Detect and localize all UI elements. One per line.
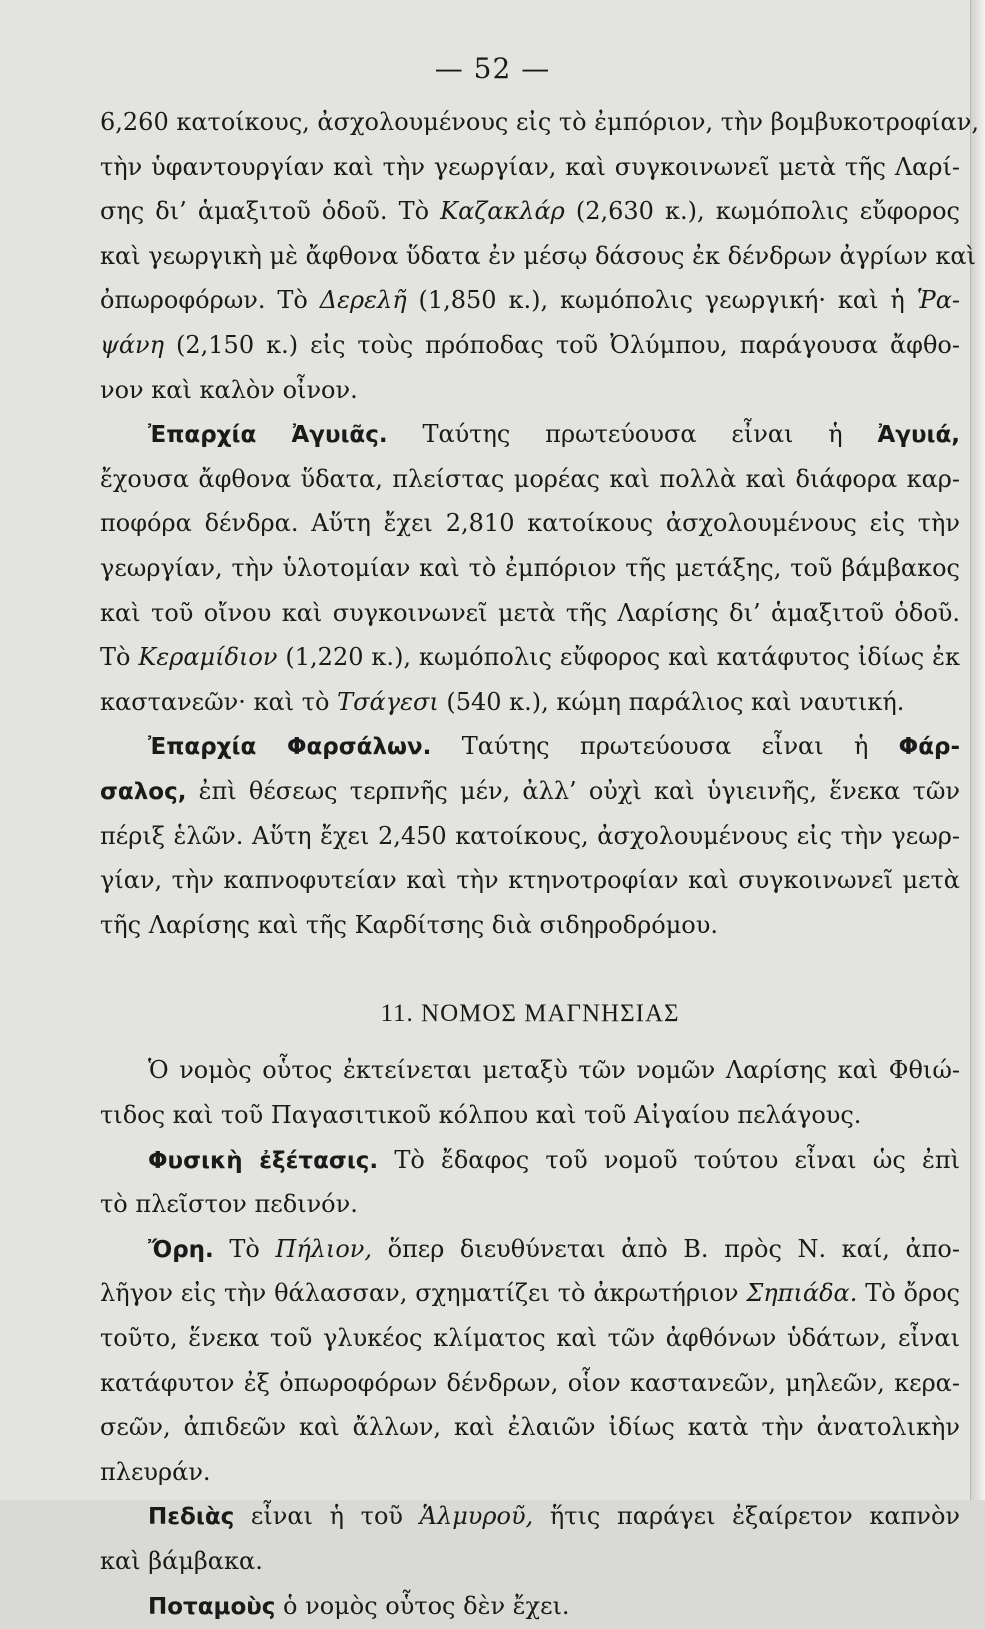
page-edge xyxy=(970,0,985,1500)
text-line: σης δι’ ἁμαξιτοῦ ὁδοῦ. Τὸ Καζακλάρ (2,630 κ.), κωμόπολις εὔφορος xyxy=(100,197,960,226)
text-line: τιδος καὶ τοῦ Παγασιτικοῦ κόλπου καὶ τοῦ Αἰγαίου πελάγους. xyxy=(100,1101,862,1130)
text-line: καὶ τοῦ οἴνου καὶ συγκοινωνεῖ μετὰ τῆς Λαρίσης δι’ ἁμαξιτοῦ ὁδοῦ. xyxy=(100,598,960,627)
section-province-farsala: Ἐπαρχία Φαρσάλων. Ταύτης πρωτεύουσα εἶναι ἡ Φάρ- xyxy=(148,732,961,761)
place-name: Φάρ- xyxy=(898,734,961,761)
section-heading: Ἐπαρχία Φαρσάλων. xyxy=(148,734,432,761)
section-heading: Ποταμοὺς xyxy=(148,1593,276,1620)
place-name: Ἁλμυροῦ, xyxy=(419,1502,534,1531)
text-line: ψάνη (2,150 κ.) εἰς τοὺς πρόποδας τοῦ Ὀλύμπου, παράγουσα ἄφθο- xyxy=(100,330,960,359)
place-name: Ῥα- xyxy=(916,286,961,315)
place-name: Πήλιον, xyxy=(275,1234,372,1263)
place-name: Δερελῆ xyxy=(319,286,407,315)
text-line: νον καὶ καλὸν οἶνον. xyxy=(100,375,358,404)
text-line: γίαν, τὴν καπνοφυτείαν καὶ τὴν κτηνοτροφίαν καὶ συγκοινωνεῖ μετὰ xyxy=(100,866,960,895)
section-plain: Πεδιὰς εἶναι ἡ τοῦ Ἁλμυροῦ, ἥτις παράγει ἐξαίρετον καπνὸν xyxy=(148,1502,960,1531)
place-name: Κεραμίδιον xyxy=(138,643,278,672)
section-heading: Ὄρη. xyxy=(148,1236,214,1263)
section-mountains: Ὄρη. Τὸ Πήλιον, ὅπερ διευθύνεται ἀπὸ Β. πρὸς Ν. καί, ἀπο- xyxy=(148,1234,960,1263)
text-line: γεωργίαν, τὴν ὑλοτομίαν καὶ τὸ ἐμπόριον τῆς μετάξης, τοῦ βάμβακος xyxy=(100,553,960,582)
text-line: πέριξ ἑλῶν. Αὕτη ἔχει 2,450 κατοίκους, ἀσχολουμένους εἰς τὴν γεωρ- xyxy=(100,821,960,850)
text-line: τὸ πλεῖστον πεδινόν. xyxy=(100,1190,358,1219)
text-line: λῆγον εἰς τὴν θάλασσαν, σχηματίζει τὸ ἀκρωτήριον Σηπιάδα. Τὸ ὄρος xyxy=(100,1279,960,1308)
section-heading: Πεδιὰς xyxy=(148,1504,235,1531)
text-line: τοῦτο, ἕνεκα τοῦ γλυκέος κλίματος καὶ τῶν ἀφθόνων ὑδάτων, εἶναι xyxy=(100,1324,960,1353)
place-name: Σηπιάδα. xyxy=(746,1279,858,1308)
text-line: καστανεῶν· καὶ τὸ Τσάγεσι (540 κ.), κώμη παράλιος καὶ ναυτική. xyxy=(100,687,905,716)
text-line: ὀπωροφόρων. Τὸ Δερελῆ (1,850 κ.), κωμόπολις γεωργική· καὶ ἡ Ῥα- xyxy=(100,286,961,315)
text-line: πλευράν. xyxy=(100,1457,211,1486)
page-number: — 52 — xyxy=(434,52,551,85)
text-line: καὶ γεωργικὴ μὲ ἄφθονα ὕδατα ἐν μέσῳ δάσους ἐκ δένδρων ἀγρίων καὶ xyxy=(100,241,976,270)
text-line: κατάφυτον ἐξ ὀπωροφόρων δένδρων, οἷον καστανεῶν, μηλεῶν, κερα- xyxy=(100,1368,960,1397)
place-name: Ἀγυιά, xyxy=(877,422,960,449)
section-heading: Φυσικὴ ἐξέτασις. xyxy=(148,1147,379,1174)
place-name: Τσάγεσι xyxy=(337,687,439,716)
section-province-agyia: Ἐπαρχία Ἀγυιᾶς. Ταύτης πρωτεύουσα εἶναι ἡ Ἀγυιά, xyxy=(148,420,960,449)
chapter-heading: 11. ΝΟΜΟΣ ΜΑΓΝΗΣΙΑΣ xyxy=(380,999,680,1027)
text-line: τῆς Λαρίσης καὶ τῆς Καρδίτσης διὰ σιδηροδρόμου. xyxy=(100,910,718,939)
text-line: τὴν ὑφαντουργίαν καὶ τὴν γεωργίαν, καὶ συγκοινωνεῖ μετὰ τῆς Λαρί- xyxy=(100,152,960,181)
text-line: σεῶν, ἀπιδεῶν καὶ ἄλλων, καὶ ἐλαιῶν ἰδίως κατὰ τὴν ἀνατολικὴν xyxy=(100,1413,960,1442)
text-line: σαλος, ἐπὶ θέσεως τερπνῆς μέν, ἀλλ’ οὐχὶ καὶ ὑγιεινῆς, ἕνεκα τῶν xyxy=(100,776,960,805)
text-line: Ὁ νομὸς οὗτος ἐκτείνεται μεταξὺ τῶν νομῶν Λαρίσης καὶ Φθιώ- xyxy=(148,1056,960,1085)
text-line: καὶ βάμβακα. xyxy=(100,1547,263,1575)
section-rivers: Ποταμοὺς ὁ νομὸς οὗτος δὲν ἔχει. xyxy=(148,1591,570,1620)
text-line: Τὸ Κεραμίδιον (1,220 κ.), κωμόπολις εὔφορος καὶ κατάφυτος ἰδίως ἐκ xyxy=(100,643,960,672)
body-text xyxy=(100,100,979,1628)
spacer xyxy=(100,1036,960,1048)
place-name: Καζακλάρ xyxy=(440,197,565,226)
spacer xyxy=(100,947,960,992)
section-heading: Ἐπαρχία Ἀγυιᾶς. xyxy=(148,422,388,449)
text-line: ἔχουσα ἄφθονα ὕδατα, πλείστας μορέας καὶ πολλὰ καὶ διάφορα καρ- xyxy=(100,464,960,493)
text-line: ποφόρα δένδρα. Αὕτη ἔχει 2,810 κατοίκους ἀσχολουμένους εἰς τὴν xyxy=(100,509,960,538)
section-physical: Φυσικὴ ἐξέτασις. Τὸ ἔδαφος τοῦ νομοῦ τούτου εἶναι ὡς ἐπὶ xyxy=(148,1145,960,1174)
place-name: ψάνη xyxy=(100,330,164,359)
text-line: 6,260 κατοίκους, ἀσχολουμένους εἰς τὸ ἐμπόριον, τὴν βομβυκοτροφίαν, xyxy=(100,108,979,136)
place-name: σαλος, xyxy=(100,778,187,805)
